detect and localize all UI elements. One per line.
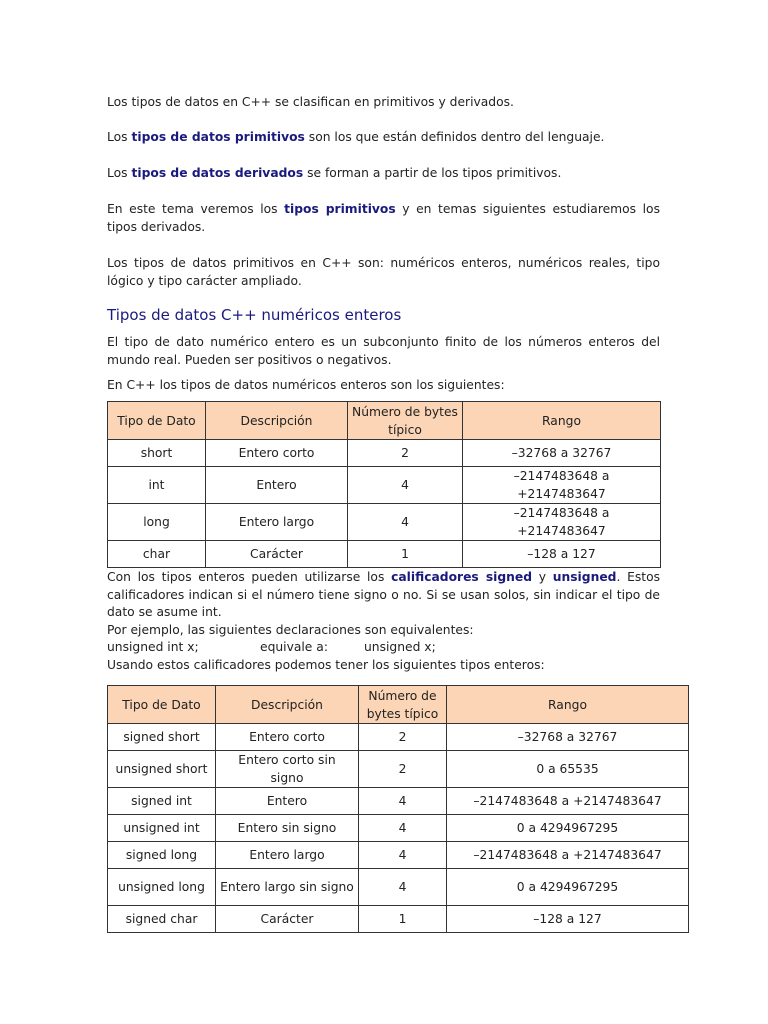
cell-description: Carácter	[216, 906, 359, 933]
cell-bytes: 4	[359, 842, 447, 869]
table-row	[108, 906, 689, 933]
derived-types-link[interactable]: tipos de datos derivados	[131, 166, 304, 180]
primitive-types-paragraph: Los tipos de datos primitivos son los que están definidos dentro del lenguaje.	[107, 130, 605, 144]
table-row	[108, 467, 661, 504]
table-row	[108, 541, 661, 568]
cell-type: long	[108, 504, 206, 541]
cell-description: Entero largo	[216, 842, 359, 869]
topic-paragraph: En este tema veremos los tipos primitivos y en temas siguientes estudiaremos los tipos derivados.	[107, 202, 660, 234]
table2-intro: Usando estos calificadores podemos tener los siguientes tipos enteros:	[107, 658, 545, 672]
table-header-row	[108, 402, 661, 440]
cell-type: signed char	[108, 906, 216, 933]
header-bytes: Número de bytes típico	[348, 402, 463, 440]
header-description: Descripción	[216, 686, 359, 724]
cell-range: –128 a 127	[447, 906, 689, 933]
example-intro: Por ejemplo, las siguientes declaraciones son equivalentes:	[107, 623, 474, 637]
table-row	[108, 504, 661, 541]
cell-description: Entero largo sin signo	[216, 869, 359, 906]
cell-range: –32768 a 32767	[447, 724, 689, 751]
cell-description: Entero	[216, 788, 359, 815]
table-row	[108, 815, 689, 842]
cell-type: unsigned short	[108, 751, 216, 788]
code-unsigned-int: unsigned int x;	[107, 640, 199, 654]
table-row	[108, 724, 689, 751]
cell-description: Carácter	[206, 541, 348, 568]
header-type: Tipo de Dato	[108, 686, 216, 724]
integer-types-table	[107, 401, 661, 568]
cell-bytes: 2	[348, 440, 463, 467]
table1-intro: En C++ los tipos de datos numéricos enteros son los siguientes:	[107, 378, 505, 392]
cell-bytes: 1	[359, 906, 447, 933]
cell-bytes: 4	[359, 788, 447, 815]
cell-bytes: 1	[348, 541, 463, 568]
table-row	[108, 440, 661, 467]
cell-description: Entero corto	[216, 724, 359, 751]
table-header-row	[108, 686, 689, 724]
table-row	[108, 788, 689, 815]
cell-type: unsigned long	[108, 869, 216, 906]
cell-bytes: 4	[359, 815, 447, 842]
cell-range: –2147483648 a +2147483647	[463, 467, 661, 504]
intro-paragraph: Los tipos de datos en C++ se clasifican en primitivos y derivados.	[107, 95, 514, 109]
header-description: Descripción	[206, 402, 348, 440]
cell-type: signed int	[108, 788, 216, 815]
cell-bytes: 4	[348, 467, 463, 504]
primitive-types-link-2[interactable]: tipos primitivos	[284, 202, 396, 216]
cell-description: Entero sin signo	[216, 815, 359, 842]
cell-type: signed long	[108, 842, 216, 869]
cell-bytes: 4	[359, 869, 447, 906]
cell-bytes: 2	[359, 724, 447, 751]
section-heading: Tipos de datos C++ numéricos enteros	[107, 306, 402, 324]
cell-description: Entero largo	[206, 504, 348, 541]
cell-bytes: 2	[359, 751, 447, 788]
primitive-types-link[interactable]: tipos de datos primitivos	[131, 130, 305, 144]
code-equivalent: equivale a:	[260, 640, 328, 654]
cell-range: 0 a 4294967295	[447, 869, 689, 906]
header-range: Rango	[447, 686, 689, 724]
table-row	[108, 842, 689, 869]
table-row	[108, 751, 689, 788]
cell-range: –2147483648 a +2147483647	[447, 788, 689, 815]
qualifiers-paragraph: Con los tipos enteros pueden utilizarse los calificadores signed y unsigned. Estos calificadores indican si el número tiene signo o no. Si se usan solos, sin indicar el tipo de dato se asume int.	[107, 570, 660, 619]
cell-description: Entero	[206, 467, 348, 504]
table-row	[108, 869, 689, 906]
cell-type: int	[108, 467, 206, 504]
cell-range: 0 a 4294967295	[447, 815, 689, 842]
cell-range: –32768 a 32767	[463, 440, 661, 467]
code-example	[107, 639, 436, 657]
unsigned-qualifier-link[interactable]: unsigned	[552, 570, 617, 584]
cell-range: –2147483648 a +2147483647	[463, 504, 661, 541]
cell-range: –2147483648 a +2147483647	[447, 842, 689, 869]
header-type: Tipo de Dato	[108, 402, 206, 440]
cell-description: Entero corto sin signo	[216, 751, 359, 788]
code-unsigned: unsigned x;	[364, 640, 436, 654]
header-range: Rango	[463, 402, 661, 440]
cell-bytes: 4	[348, 504, 463, 541]
cell-range: 0 a 65535	[447, 751, 689, 788]
cell-description: Entero corto	[206, 440, 348, 467]
cell-range: –128 a 127	[463, 541, 661, 568]
derived-types-paragraph: Los tipos de datos derivados se forman a partir de los tipos primitivos.	[107, 166, 562, 180]
signed-qualifier-link[interactable]: calificadores signed	[391, 570, 533, 584]
integer-definition-paragraph: El tipo de dato numérico entero es un subconjunto finito de los números enteros del mundo real. Pueden ser positivos o negativos.	[107, 335, 660, 367]
cell-type: char	[108, 541, 206, 568]
primitive-list-paragraph: Los tipos de datos primitivos en C++ son: numéricos enteros, numéricos reales, tipo lógico y tipo carácter ampliado.	[107, 256, 660, 288]
qualified-integer-types-table	[107, 685, 689, 933]
cell-type: unsigned int	[108, 815, 216, 842]
cell-type: signed short	[108, 724, 216, 751]
cell-type: short	[108, 440, 206, 467]
header-bytes: Número de bytes típico	[359, 686, 447, 724]
